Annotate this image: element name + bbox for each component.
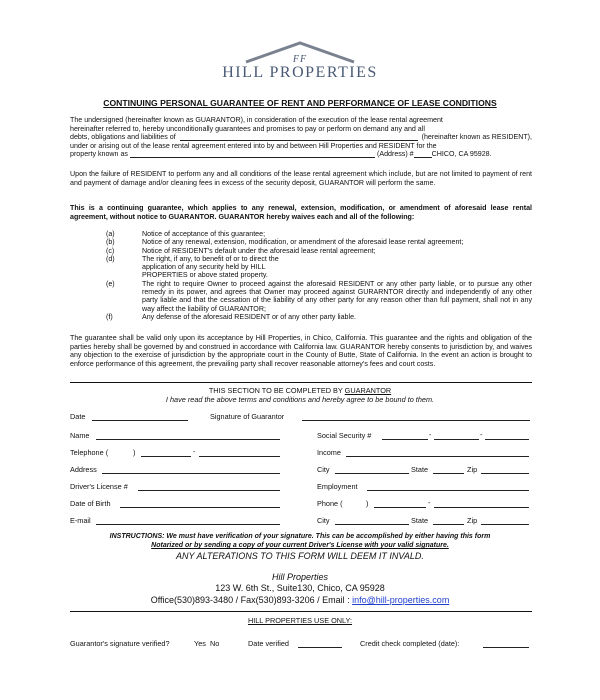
ssn-label: Social Security # (317, 431, 372, 440)
license-field[interactable] (138, 483, 280, 491)
list-item: (a) Notice of acceptance of this guarantee; (106, 230, 266, 238)
license-label: Driver's License # (70, 482, 128, 491)
city2-label: City (317, 516, 330, 525)
divider (70, 382, 532, 383)
verified-yes-option[interactable]: Yes (194, 639, 206, 648)
agreement-statement: I have read the above terms and conditions and hereby agree to be bound to them. (165, 395, 435, 404)
signature-field[interactable] (302, 413, 530, 421)
failure-paragraph: Upon the failure of RESIDENT to perform any and all conditions of the lease rental agreement which include, but are not limited to payment of rent and payment of damage and/or cleaning fees in excess of the security deposit, GUARANTOR will perform the same. (70, 170, 532, 187)
phone-part2-field[interactable] (434, 500, 529, 508)
property-address-field[interactable] (130, 150, 375, 158)
page-title: CONTINUING PERSONAL GUARANTEE OF RENT AND PERFORMANCE OF LEASE CONDITIONS (103, 98, 497, 108)
telephone-label: Telephone ( (70, 448, 109, 457)
zip-label: Zip (467, 465, 478, 474)
credit-check-label: Credit check completed (date): (360, 639, 460, 648)
ssn-part2-field[interactable] (434, 432, 479, 440)
employment-label: Employment (317, 482, 358, 491)
city2-field[interactable] (335, 517, 409, 525)
name-field[interactable] (96, 432, 280, 440)
address-field[interactable] (102, 466, 280, 474)
name-label: Name (70, 431, 90, 440)
list-item: (d) The right, if any, to benefit of or to direct the application of any security held by HILL PROPERTIES or above stated property. (106, 254, 279, 280)
contact-phones: Office(530)893-3480 / Fax(530)893-3206 / Email : info@hill-properties.com (150, 595, 450, 605)
contact-address: 123 W. 6th St., Suite130, Chico, CA 95928 (215, 583, 385, 593)
list-item: (e) The right to require Owner to proceed against the aforesaid RESIDENT or any other party liable, or to pursue any other remedy in its power, and agrees that Owner may proceed against GURARNTOR directly and independently of any other party liable and that the cessation of the liability of any other party for any reason other than full payment, shall not in any way affect the liability of GUARANTOR; (106, 279, 532, 313)
resident-name-field[interactable] (180, 133, 418, 141)
contact-company: Hill Properties (271, 572, 329, 582)
continuing-guarantee-paragraph: This is a continuing guarantee, which applies to any renewal, extension, modification, or amendment of aforesaid lease rental agreement, without notice to GUARANTOR. GUARANTOR hereby waives each and all of the following: (70, 204, 532, 221)
logo-monogram: FF (292, 54, 308, 65)
list-item: (c) Notice of RESIDENT's default under the aforesaid lease rental agreement; (106, 246, 376, 255)
date-verified-label: Date verified (248, 639, 289, 648)
list-item: (b) Notice of any renewal, extension, modification, or amendment of the aforesaid lease rental agreement; (106, 238, 464, 247)
telephone-part1-field[interactable] (141, 449, 191, 457)
dob-label: Date of Birth (70, 499, 111, 508)
unit-number-field[interactable] (414, 150, 432, 158)
state-label: State (411, 465, 429, 474)
email-label: E-mail (70, 516, 91, 525)
income-label: Income (317, 448, 341, 457)
divider (70, 611, 532, 612)
waiver-list (70, 230, 532, 321)
state-field[interactable] (433, 466, 464, 474)
dob-field[interactable] (120, 500, 280, 508)
verified-no-option[interactable]: No (210, 639, 220, 648)
ssn-part3-field[interactable] (485, 432, 529, 440)
jurisdiction-paragraph: The guarantee shall be valid only upon its acceptance by Hill Properties, in Chico, California. This guarantee and the rights and obligation of the parties hereby shall be governed by and construed in accordance with California law. GUARANTOR hereby consents to jurisdiction by, and waives any objection to the exercise of jurisdiction by the appropriate court in the County of Butte, State of California. In the event an action is brought to enforce performance of this agreement, the prevailing party shall recover reasonable attorney's fees and court costs. (70, 334, 532, 368)
state2-field[interactable] (433, 517, 464, 525)
instructions-line1: INSTRUCTIONS: We must have verification of your signature. This can be accomplished by either having this form (109, 533, 491, 540)
phone-label: Phone ( (317, 499, 343, 508)
alterations-warning: ANY ALTERATIONS TO THIS FORM WILL DEEM IT INVALD. (176, 551, 424, 561)
address-label: Address (70, 465, 97, 474)
email-field[interactable] (96, 517, 280, 525)
state2-label: State (411, 516, 429, 525)
zip-field[interactable] (481, 466, 529, 474)
guarantor-section-heading: THIS SECTION TO BE COMPLETED BY GUARANTOR (208, 386, 392, 395)
credit-check-field[interactable] (483, 640, 529, 648)
date-field[interactable] (92, 413, 188, 421)
ssn-part1-field[interactable] (382, 432, 428, 440)
office-use-heading: HILL PROPERTIES USE ONLY: (247, 616, 353, 625)
zip2-field[interactable] (481, 517, 529, 525)
zip2-label: Zip (467, 516, 478, 525)
city-label: City (317, 465, 330, 474)
signature-label: Signature of Guarantor (210, 412, 285, 421)
date-label: Date (70, 412, 86, 421)
date-verified-field[interactable] (298, 640, 342, 648)
company-name: HILL PROPERTIES (222, 64, 378, 81)
instructions-line2: Notarized or by sending a copy of your current Driver's License with your valid signature. (151, 542, 449, 549)
email-link[interactable]: info@hill-properties.com (352, 595, 450, 605)
intro-paragraph: The undersigned (hereinafter known as GUARANTOR), in consideration of the execution of the lease rental agreement hereinafter referred to, hereby unconditionally guarantees and promises to pay or perform on demand any and all debts, obligations and liabilities of (hereinafter known as RESIDENT), under or arising out of the lease rental agreement entered into by and between Hill Properties and RESIDENT for the property known as (Address) # CHICO, CA 95928. (70, 116, 532, 159)
signature-verified-label: Guarantor's signature verified? (70, 639, 170, 648)
telephone-part2-field[interactable] (199, 449, 280, 457)
income-field[interactable] (346, 449, 529, 457)
employment-field[interactable] (367, 483, 529, 491)
phone-part1-field[interactable] (374, 500, 426, 508)
city-field[interactable] (335, 466, 409, 474)
list-item: (f) Any defense of the aforesaid RESIDENT or of any other party liable. (106, 312, 356, 321)
